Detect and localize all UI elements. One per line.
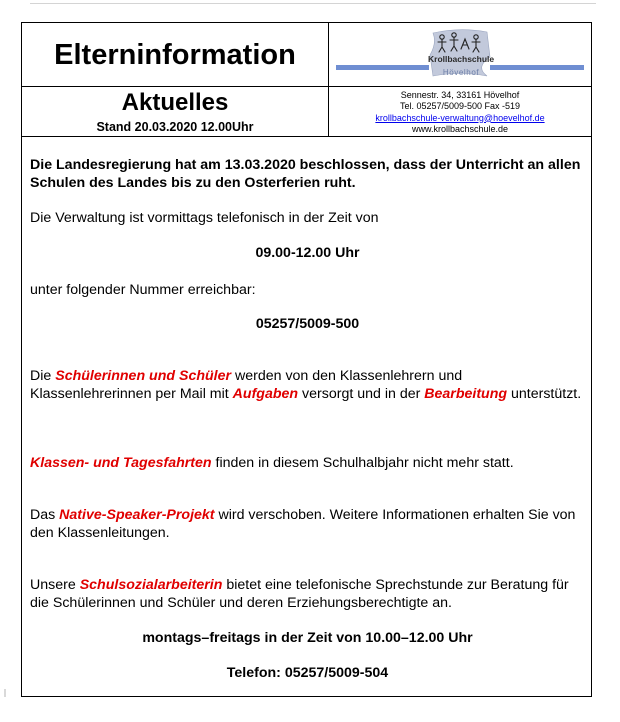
office-hours: 09.00-12.00 Uhr — [255, 245, 360, 261]
text: finden in diesem Schulhalbjahr nicht mehr statt. — [211, 455, 514, 471]
page-title: Elterninformation — [54, 38, 296, 71]
text: Unsere — [30, 577, 80, 593]
logo-bar-left — [336, 65, 429, 70]
logo-place-name: Hövelhof — [442, 68, 480, 77]
header-row-divider — [21, 86, 592, 87]
email-link[interactable]: krollbachschule-verwaltung@hoevelhof.de — [375, 112, 545, 123]
text: versorgt und in der — [298, 386, 425, 402]
text: bietet eine telefonische Sprechstunde zur Beratung für die Schülerinnen und Schüler und deren Erziehungsberechtigte an. — [30, 577, 569, 611]
text: Die — [30, 368, 56, 384]
erreichbar-text: unter folgender Nummer erreichbar: — [30, 282, 256, 298]
highlight: Schülerinnen und Schüler — [55, 368, 232, 384]
highlight: Klassen- und Tagesfahrten — [30, 455, 212, 471]
margin-mark — [4, 689, 6, 697]
office-number: 05257/5009-500 — [255, 316, 360, 332]
trips-paragraph — [30, 454, 585, 472]
highlight: Schulsozialarbeiterin — [79, 577, 223, 593]
text: werden von den Klassenlehrern und Klassenlehrerinnen per Mail mit — [30, 368, 463, 402]
students-paragraph — [30, 367, 585, 403]
website: www.krollbachschule.de — [411, 123, 509, 134]
section-heading: Aktuelles — [121, 89, 229, 116]
social-work-paragraph — [30, 576, 585, 612]
top-divider — [30, 3, 596, 4]
text: unterstützt. — [507, 386, 582, 402]
logo-school-name: Krollbachschule — [428, 54, 495, 64]
verwaltung-text: Die Verwaltung ist vormittags telefonisch in der Zeit von — [30, 210, 379, 226]
stand-date: Stand 20.03.2020 12.00Uhr — [96, 120, 254, 134]
consultation-hours: montags–freitags in der Zeit von 10.00–12.00 Uhr — [142, 630, 473, 646]
highlight: Native-Speaker-Projekt — [59, 507, 215, 523]
school-logo — [329, 23, 591, 86]
highlight: Aufgaben — [232, 386, 299, 402]
native-speaker-paragraph — [30, 506, 585, 542]
contact-block — [329, 90, 591, 135]
text: wird verschoben. Weitere Informationen erhalten Sie von den Klassenleitungen. — [30, 507, 576, 541]
header-bottom-divider — [21, 136, 592, 137]
highlight: Bearbeitung — [424, 386, 508, 402]
text: Das — [30, 507, 60, 523]
address: Sennestr. 34, 33161 Hövelhof — [400, 90, 520, 100]
intro-paragraph: Die Landesregierung hat am 13.03.2020 beschlossen, dass der Unterricht an allen Schulen des Landes bis zu den Osterferien ruht. — [30, 157, 581, 191]
logo-bar-right — [490, 65, 584, 70]
consultation-phone: Telefon: 05257/5009-504 — [226, 665, 389, 681]
phone-fax: Tel. 05257/5009-500 Fax -519 — [399, 101, 521, 112]
